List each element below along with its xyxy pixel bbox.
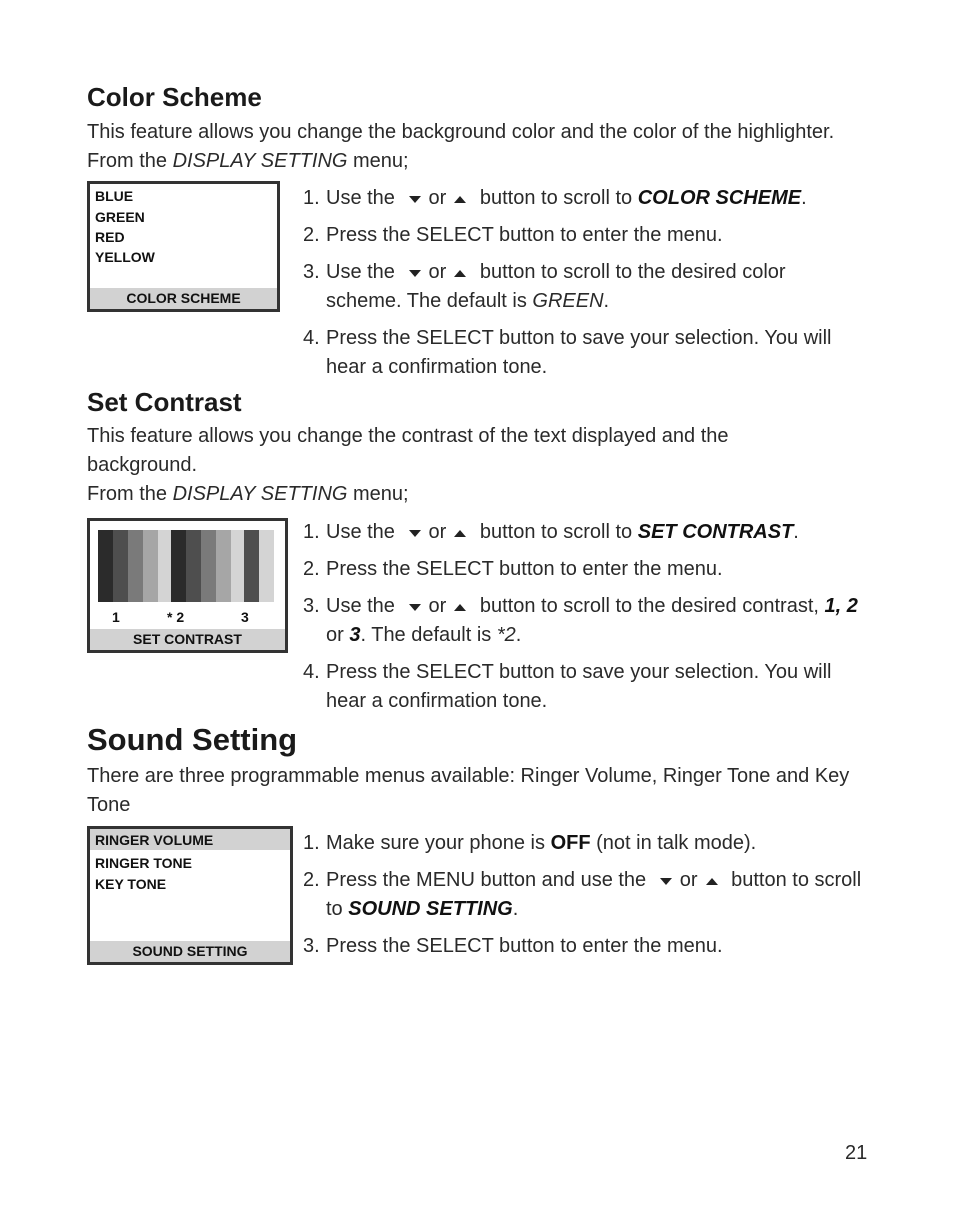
step-number: 4. <box>303 327 320 349</box>
step-item <box>303 658 863 716</box>
off-state: OFF <box>550 832 591 854</box>
screen-footer-title: SET CONTRAST <box>90 629 285 650</box>
step-number: 1. <box>303 521 320 543</box>
page-number: 21 <box>845 1142 868 1164</box>
set-contrast-steps <box>303 518 863 724</box>
step-text: . <box>515 624 522 646</box>
contrast-bar <box>143 530 158 602</box>
screen-menu-item: RINGER VOLUME <box>95 832 214 848</box>
step-text: button to scroll to <box>479 187 638 209</box>
step-text: or <box>428 261 447 283</box>
step-text: . The default is <box>360 624 497 646</box>
step-number: 3. <box>303 935 320 957</box>
step-text: or <box>679 869 698 891</box>
step-text: Press the SELECT button to save your selection. You will hear a confirmation tone. <box>326 327 832 378</box>
step-text: Use the <box>326 521 395 543</box>
sound-setting-screen <box>87 826 293 965</box>
step-item <box>303 184 863 213</box>
step-text: . <box>793 521 799 543</box>
color-scheme-intro-line1: This feature allows you change the background color and the color of the highlighter. <box>87 121 835 143</box>
step-number: 3. <box>303 261 320 283</box>
contrast-level-label: 1 <box>112 609 120 625</box>
step-text: or <box>428 595 447 617</box>
up-arrow-icon <box>450 191 470 207</box>
screen-menu-item: GREEN <box>95 209 145 225</box>
step-text: button to scroll to <box>479 521 638 543</box>
step-text: . <box>512 898 519 920</box>
contrast-option: 1, <box>824 595 842 617</box>
step-text: Press the MENU button and use the <box>326 869 647 891</box>
step-text: Use the <box>326 261 395 283</box>
down-arrow-icon <box>405 599 425 615</box>
set-contrast-from-pre: From the <box>87 483 173 505</box>
step-number: 1. <box>303 187 320 209</box>
up-arrow-icon <box>450 525 470 541</box>
color-scheme-from-pre: From the <box>87 150 173 172</box>
color-scheme-intro <box>87 118 834 176</box>
step-text: . <box>603 290 610 312</box>
step-text: Press the SELECT button to save your selection. You will hear a confirmation tone. <box>326 661 832 712</box>
step-number: 4. <box>303 661 320 683</box>
screen-menu-item: YELLOW <box>95 249 155 265</box>
contrast-bar <box>216 530 231 602</box>
menu-target: SET CONTRAST <box>637 521 794 543</box>
sound-setting-heading: Sound Setting <box>87 722 298 757</box>
color-scheme-heading: Color Scheme <box>87 82 262 112</box>
step-text: or <box>326 624 350 646</box>
menu-target: SOUND SETTING <box>348 898 513 920</box>
step-item <box>303 518 863 547</box>
screen-menu-item: KEY TONE <box>95 876 167 892</box>
sound-setting-steps <box>303 829 863 969</box>
up-arrow-icon <box>450 265 470 281</box>
contrast-level-label: 3 <box>241 609 249 625</box>
set-contrast-intro <box>87 422 729 509</box>
step-text: button to scroll to the desired contrast, <box>479 595 825 617</box>
step-number: 1. <box>303 832 320 854</box>
step-text: button to scroll to <box>326 869 862 920</box>
down-arrow-icon <box>405 265 425 281</box>
screen-menu-item: RINGER TONE <box>95 855 192 871</box>
up-arrow-icon <box>450 599 470 615</box>
contrast-bar <box>259 530 274 602</box>
color-scheme-from-menu: DISPLAY SETTING <box>172 150 348 172</box>
contrast-level-label: * 2 <box>167 609 185 625</box>
step-text: Press the SELECT button to enter the menu. <box>326 224 723 246</box>
step-number: 2. <box>303 869 320 891</box>
step-text: Press the SELECT button to enter the menu. <box>326 935 723 957</box>
contrast-bar <box>186 530 201 602</box>
step-number: 2. <box>303 558 320 580</box>
color-scheme-screen <box>87 181 280 312</box>
default-value: *2 <box>496 624 516 646</box>
step-text: Make sure your phone is <box>326 832 551 854</box>
step-text: Press the SELECT button to enter the menu. <box>326 558 723 580</box>
screen-footer-title: SOUND SETTING <box>90 941 290 962</box>
step-number: 3. <box>303 595 320 617</box>
contrast-bars <box>98 530 278 602</box>
step-text: Use the <box>326 187 395 209</box>
screen-footer-title: COLOR SCHEME <box>90 288 277 309</box>
step-item <box>303 592 863 650</box>
screen-menu-item: RED <box>95 229 125 245</box>
down-arrow-icon <box>405 525 425 541</box>
set-contrast-screen <box>87 518 288 653</box>
up-arrow-icon <box>702 873 722 889</box>
contrast-bar <box>113 530 128 602</box>
step-item <box>303 221 863 250</box>
set-contrast-from-post: menu; <box>347 483 409 505</box>
sound-setting-intro: There are three programmable menus available: Ringer Volume, Ringer Tone and Key Tone <box>87 765 850 816</box>
contrast-option: 3 <box>349 624 361 646</box>
step-text: Use the <box>326 595 395 617</box>
step-item <box>303 258 863 316</box>
default-value: GREEN <box>532 290 604 312</box>
step-number: 2. <box>303 224 320 246</box>
step-text: button to scroll to the desired color scheme. The default is <box>326 261 786 312</box>
menu-target: COLOR SCHEME <box>637 187 802 209</box>
contrast-bar <box>128 530 143 602</box>
step-text: or <box>428 187 447 209</box>
step-item <box>303 932 863 961</box>
contrast-bar <box>98 530 113 602</box>
set-contrast-heading: Set Contrast <box>87 387 242 417</box>
step-text: (not in talk mode). <box>590 832 757 854</box>
contrast-option: 2 <box>846 595 858 617</box>
step-item <box>303 829 863 858</box>
set-contrast-intro-line2: background. <box>87 454 198 476</box>
color-scheme-from-post: menu; <box>347 150 409 172</box>
down-arrow-icon <box>405 191 425 207</box>
step-item <box>303 324 863 382</box>
color-scheme-steps <box>303 184 863 390</box>
contrast-bar <box>244 530 259 602</box>
step-text: . <box>801 187 807 209</box>
set-contrast-from-menu: DISPLAY SETTING <box>172 483 348 505</box>
contrast-bar <box>201 530 216 602</box>
step-item <box>303 555 863 584</box>
contrast-bar <box>171 530 186 602</box>
down-arrow-icon <box>656 873 676 889</box>
step-text: or <box>428 521 447 543</box>
set-contrast-intro-line1: This feature allows you change the contrast of the text displayed and the <box>87 425 729 447</box>
step-item <box>303 866 863 924</box>
screen-menu-item: BLUE <box>95 188 134 204</box>
